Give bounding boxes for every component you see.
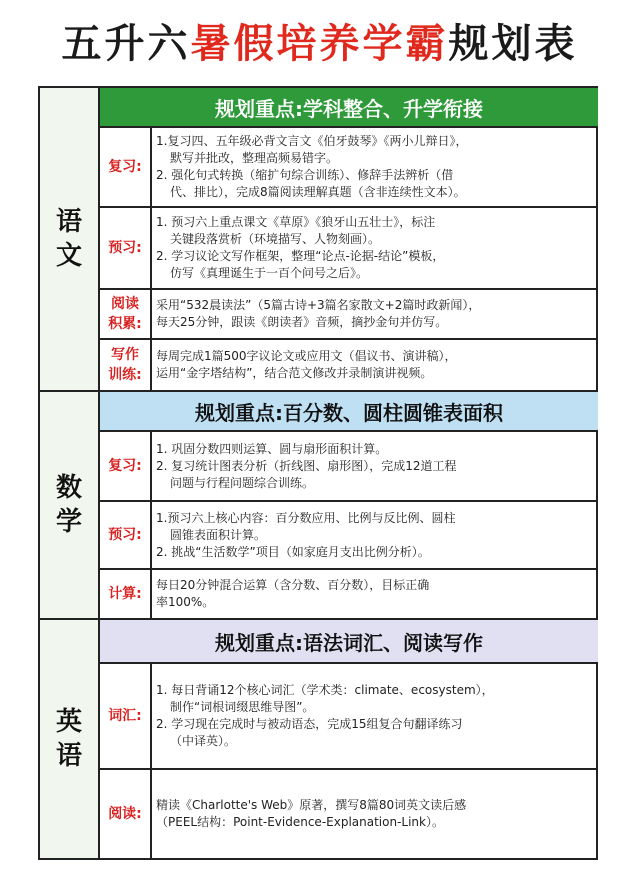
content-line: 采用“532晨读法”（5篇古诗+3篇名家散文+2篇时政新闻）， [156, 298, 481, 312]
row-content [156, 570, 592, 618]
content-line: 2. 学习现在完成时与被动语态，完成15组复合句翻译练习 [156, 717, 463, 731]
row-label: 复习: [100, 128, 152, 206]
english-row-reading [100, 770, 598, 858]
content-line: 问题与行程问题综合训练。 [170, 475, 315, 490]
subject-math-char-1: 数 [55, 473, 82, 503]
row-content [156, 290, 592, 338]
row-label: 计算: [100, 570, 152, 618]
content-line: 仿写《真理诞生于一百个问号之后》。 [170, 266, 369, 280]
content-line: 关键段落赏析（环境描写、人物刻画）。 [170, 232, 381, 246]
content-line: 1.复习四、五年级必背文言文《伯牙鼓琴》《两小儿辩日》， [156, 134, 468, 148]
subject-english-char-1: 英 [55, 707, 82, 737]
row-content [156, 502, 592, 568]
subject-english-char-2: 语 [55, 741, 82, 771]
content-line: （中译英）。 [170, 734, 237, 748]
math-row-calc [100, 570, 598, 620]
content-line: 1.预习六上核心内容：百分数应用、比例与反比例、圆柱 [156, 510, 456, 525]
chinese-row-preview [100, 208, 598, 290]
english-banner [100, 620, 598, 664]
content-line: 1. 巩固分数四则运算、圆与扇形面积计算。 [156, 441, 388, 456]
subject-chinese [40, 88, 100, 392]
content-line: 2. 强化句式转换（缩扩句综合训练）、修辞手法辨析（借 [156, 168, 454, 182]
content-line: 2. 复习统计图表分析（折线图、扇形图），完成12道工程 [156, 458, 457, 473]
row-content [156, 664, 592, 768]
chinese-banner-text: 规划重点:学科整合、升学衔接 [215, 96, 483, 121]
math-banner-text: 规划重点:百分数、圆柱圆锥表面积 [195, 400, 503, 425]
subject-chinese-char-1: 语 [55, 207, 82, 237]
chinese-row-review [100, 128, 598, 208]
content-line: 2. 学习议论文写作框架，整理“论点-论据-结论”模板， [156, 249, 445, 263]
row-label: 预习: [100, 502, 152, 568]
row-label: 阅读: [100, 770, 152, 858]
content-line: 2. 挑战“生活数学”项目（如家庭月支出比例分析）。 [156, 544, 430, 559]
row-content [156, 770, 592, 858]
english-row-vocab [100, 664, 598, 770]
content-line: 每周完成1篇500字议论文或应用文（倡议书、演讲稿）， [156, 349, 457, 363]
math-row-preview [100, 502, 598, 570]
subject-english [40, 620, 100, 858]
content-line: 每日20分钟混合运算（含分数、百分数），目标正确 [156, 578, 430, 592]
content-line: 每天25分钟，跟读《朗读者》音频，摘抄金句并仿写。 [156, 315, 448, 329]
row-content [156, 128, 592, 206]
math-row-review [100, 432, 598, 502]
row-label: 阅读 积累: [100, 290, 152, 338]
chinese-banner [100, 88, 598, 128]
title-part-2: 暑假培养学霸 [190, 20, 449, 67]
row-content [156, 340, 592, 390]
row-label: 复习: [100, 432, 152, 500]
content-line: 运用“金字塔结构”，结合范文修改并录制演讲视频。 [156, 366, 433, 380]
content-line: 圆锥表面积计算。 [170, 527, 267, 542]
content-line: （PEEL结构：Point-Evidence-Explanation-Link）。 [156, 815, 444, 829]
row-label: 写作 训练: [100, 340, 152, 390]
row-label: 词汇: [100, 664, 152, 768]
subject-chinese-char-2: 文 [55, 241, 82, 271]
subject-math-char-2: 学 [55, 507, 82, 537]
row-content [156, 208, 592, 288]
content-line: 1. 每日背诵12个核心词汇（学术类：climate、ecosystem）， [156, 683, 494, 697]
content-line: 率100%。 [156, 595, 215, 609]
content-line: 默写并批改，整理高频易错字。 [170, 151, 339, 165]
subject-math [40, 392, 100, 620]
title-part-3: 规划表 [448, 20, 578, 67]
content-line: 精读《Charlotte's Web》原著，撰写8篇80词英文读后感 [156, 798, 467, 812]
chinese-row-writing [100, 340, 598, 392]
row-content [156, 432, 592, 500]
row-label: 预习: [100, 208, 152, 288]
content-line: 1. 预习六上重点课文《草原》《狼牙山五壮士》，标注 [156, 215, 436, 229]
title-part-1: 五升六 [61, 20, 191, 67]
chinese-row-reading [100, 290, 598, 340]
page-title [0, 8, 639, 80]
content-line: 制作“词根词缀思维导图”。 [170, 700, 315, 714]
math-banner [100, 392, 598, 432]
plan-table [38, 86, 598, 860]
english-banner-text: 规划重点:语法词汇、阅读写作 [215, 630, 483, 655]
content-line: 代、排比），完成8篇阅读理解真题（含非连续性文本）。 [170, 185, 466, 199]
